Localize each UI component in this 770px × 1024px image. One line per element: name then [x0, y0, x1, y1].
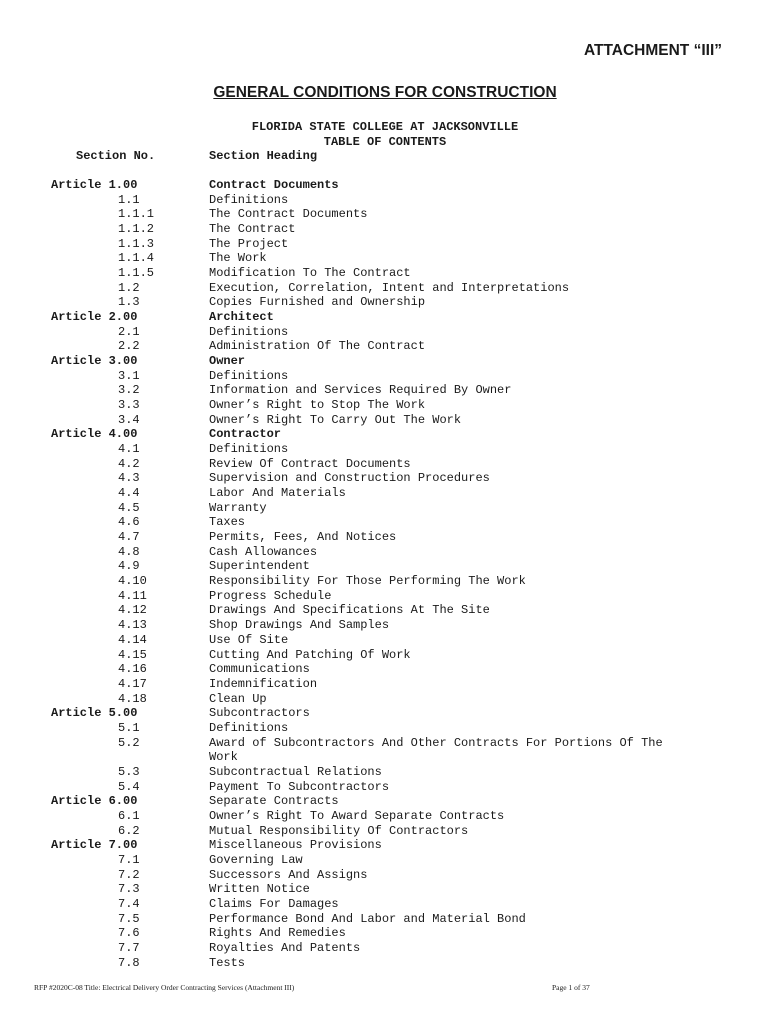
toc-article-row [0, 794, 770, 809]
section-heading: Administration Of The Contract [209, 339, 426, 354]
toc-row [0, 677, 770, 692]
toc-row [0, 721, 770, 736]
section-heading: Execution, Correlation, Intent and Interpretations [209, 280, 570, 295]
toc-row [0, 281, 770, 296]
toc-row [0, 692, 770, 707]
section-heading: Definitions [209, 324, 289, 339]
section-heading: Separate Contracts [209, 794, 339, 809]
section-heading: Supervision and Construction Procedures [209, 471, 490, 486]
section-heading: Contractor [209, 427, 282, 442]
footer-page-number: Page 1 of 37 [552, 983, 590, 992]
toc-row [0, 442, 770, 457]
section-heading: Taxes [209, 515, 246, 530]
section-number: 4.10 [118, 574, 147, 589]
section-number: Article 6.00 [51, 794, 138, 809]
section-number: 4.8 [118, 544, 140, 559]
toc-article-row [0, 310, 770, 325]
section-heading: Claims For Damages [209, 896, 339, 911]
toc-row [0, 383, 770, 398]
section-heading: Copies Furnished and Ownership [209, 295, 426, 310]
section-heading: Subcontractual Relations [209, 764, 382, 779]
section-number: 4.3 [118, 471, 140, 486]
section-heading: Work [209, 750, 238, 765]
section-number: 7.3 [118, 882, 140, 897]
section-heading: Warranty [209, 500, 267, 515]
section-number: 4.6 [118, 515, 140, 530]
college-name: FLORIDA STATE COLLEGE AT JACKSONVILLE [251, 120, 519, 134]
toc-row [0, 413, 770, 428]
section-heading: Shop Drawings And Samples [209, 618, 390, 633]
section-heading: Definitions [209, 720, 289, 735]
section-number: Article 4.00 [51, 427, 138, 442]
section-number: 4.4 [118, 486, 140, 501]
section-number: 7.4 [118, 896, 140, 911]
toc-row [0, 750, 770, 765]
toc-row [0, 882, 770, 897]
section-heading: Tests [209, 955, 246, 970]
toc-row [0, 662, 770, 677]
section-number: Article 3.00 [51, 354, 138, 369]
section-number: 5.1 [118, 720, 140, 735]
toc-row [0, 515, 770, 530]
section-no-header: Section No. [76, 149, 156, 163]
section-number: 1.1.4 [118, 251, 155, 266]
section-number: 4.1 [118, 442, 140, 457]
section-heading: The Project [209, 236, 289, 251]
section-number: 7.8 [118, 955, 140, 970]
section-number: 3.4 [118, 412, 140, 427]
toc-row [0, 603, 770, 618]
section-heading: Rights And Remedies [209, 926, 346, 941]
section-heading-header: Section Heading [209, 149, 318, 163]
section-number: 4.14 [118, 632, 147, 647]
toc-row [0, 251, 770, 266]
section-number: 1.2 [118, 280, 140, 295]
toc-row [0, 457, 770, 472]
section-number: 5.4 [118, 779, 140, 794]
section-number: 1.1.5 [118, 266, 155, 281]
toc-row [0, 941, 770, 956]
toc-row [0, 868, 770, 883]
section-heading: Owner’s Right To Award Separate Contracts [209, 808, 505, 823]
section-number: 4.13 [118, 618, 147, 633]
section-heading: Owner [209, 354, 246, 369]
section-number: 4.2 [118, 456, 140, 471]
section-number: 1.1.2 [118, 222, 155, 237]
section-heading: Labor And Materials [209, 486, 346, 501]
footer-rfp-title: RFP #2020C-08 Title: Electrical Delivery Order Contracting Services (Attachment III) [34, 983, 295, 992]
section-number: 3.1 [118, 368, 140, 383]
toc-row [0, 956, 770, 971]
toc-row [0, 339, 770, 354]
toc-label: TABLE OF CONTENTS [323, 135, 447, 149]
section-heading: Performance Bond And Labor and Material Bond [209, 911, 526, 926]
section-heading: Royalties And Patents [209, 940, 361, 955]
section-number: 7.1 [118, 852, 140, 867]
toc-row [0, 237, 770, 252]
section-heading: Written Notice [209, 882, 310, 897]
section-number: 7.6 [118, 926, 140, 941]
section-heading: Review Of Contract Documents [209, 456, 411, 471]
section-number: 7.7 [118, 940, 140, 955]
section-heading: Definitions [209, 442, 289, 457]
section-number: 4.9 [118, 559, 140, 574]
toc-article-row [0, 427, 770, 442]
section-number: 4.17 [118, 676, 147, 691]
section-heading: Subcontractors [209, 706, 310, 721]
section-heading: Cash Allowances [209, 544, 318, 559]
section-number: 6.2 [118, 823, 140, 838]
section-heading: Award of Subcontractors And Other Contracts For Portions Of The [209, 735, 663, 750]
toc-row [0, 530, 770, 545]
toc-row [0, 780, 770, 795]
section-heading: Clean Up [209, 691, 267, 706]
section-heading: Information and Services Required By Owner [209, 383, 512, 398]
section-heading: Indemnification [209, 676, 318, 691]
toc-list [0, 178, 770, 970]
section-heading: The Work [209, 251, 267, 266]
section-number: 4.18 [118, 691, 147, 706]
section-number: 4.16 [118, 662, 147, 677]
toc-row [0, 545, 770, 560]
section-heading: Governing Law [209, 852, 303, 867]
toc-row [0, 486, 770, 501]
section-number: 4.7 [118, 530, 140, 545]
document-title [0, 84, 770, 102]
section-heading: Owner’s Right To Carry Out The Work [209, 412, 462, 427]
section-heading: Successors And Assigns [209, 867, 368, 882]
section-heading: Definitions [209, 368, 289, 383]
section-number: 2.1 [118, 324, 140, 339]
section-number: Article 1.00 [51, 178, 138, 192]
section-heading: The Contract [209, 222, 296, 237]
section-number: 3.3 [118, 398, 140, 413]
toc-row [0, 926, 770, 941]
section-number: 7.2 [118, 867, 140, 882]
section-number: 2.2 [118, 339, 140, 354]
section-number: 1.3 [118, 295, 140, 310]
toc-row [0, 912, 770, 927]
section-number: 4.15 [118, 647, 147, 662]
toc-row [0, 648, 770, 663]
section-number: Article 7.00 [51, 838, 138, 853]
toc-row [0, 824, 770, 839]
toc-row [0, 471, 770, 486]
toc-row [0, 809, 770, 824]
section-number: 1.1.1 [118, 207, 155, 222]
section-heading: Cutting And Patching Of Work [209, 647, 411, 662]
toc-row [0, 325, 770, 340]
toc-row [0, 589, 770, 604]
section-number: 6.1 [118, 808, 140, 823]
section-heading: Modification To The Contract [209, 266, 411, 281]
section-number: 4.12 [118, 603, 147, 618]
toc-row [0, 295, 770, 310]
toc-article-row [0, 706, 770, 721]
toc-row [0, 398, 770, 413]
section-heading: Mutual Responsibility Of Contractors [209, 823, 469, 838]
toc-row [0, 897, 770, 912]
toc-article-row [0, 354, 770, 369]
document-title-text: GENERAL CONDITIONS FOR CONSTRUCTION [213, 84, 557, 101]
section-heading: Permits, Fees, And Notices [209, 530, 397, 545]
section-number: 7.5 [118, 911, 140, 926]
section-heading: Owner’s Right to Stop The Work [209, 398, 426, 413]
toc-row [0, 618, 770, 633]
toc-row [0, 574, 770, 589]
section-number: 3.2 [118, 383, 140, 398]
section-heading: Responsibility For Those Performing The Work [209, 574, 526, 589]
section-heading: Communications [209, 662, 310, 677]
toc-row [0, 207, 770, 222]
toc-article-row [0, 838, 770, 853]
section-number: Article 5.00 [51, 706, 138, 721]
section-heading: Use Of Site [209, 632, 289, 647]
section-heading: Contract Documents [209, 178, 339, 192]
section-number: 5.2 [118, 735, 140, 750]
toc-row [0, 369, 770, 384]
section-heading: Definitions [209, 192, 289, 207]
toc-row [0, 853, 770, 868]
section-number: 1.1.3 [118, 236, 155, 251]
section-number: 5.3 [118, 764, 140, 779]
toc-row [0, 633, 770, 648]
section-heading: Payment To Subcontractors [209, 779, 390, 794]
attachment-label: ATTACHMENT “III” [583, 42, 722, 59]
toc-row [0, 765, 770, 780]
toc-row [0, 193, 770, 208]
section-number: 4.5 [118, 500, 140, 515]
toc-row [0, 501, 770, 516]
section-number: 4.11 [118, 588, 147, 603]
section-heading: The Contract Documents [209, 207, 368, 222]
section-number: Article 2.00 [51, 310, 138, 325]
toc-article-row [0, 178, 770, 193]
section-heading: Progress Schedule [209, 588, 332, 603]
toc-row [0, 559, 770, 574]
section-number: 1.1 [118, 192, 140, 207]
toc-row [0, 736, 770, 751]
section-heading: Superintendent [209, 559, 310, 574]
section-heading: Miscellaneous Provisions [209, 838, 382, 853]
section-heading: Drawings And Specifications At The Site [209, 603, 490, 618]
toc-row [0, 266, 770, 281]
toc-row [0, 222, 770, 237]
section-heading: Architect [209, 310, 274, 325]
